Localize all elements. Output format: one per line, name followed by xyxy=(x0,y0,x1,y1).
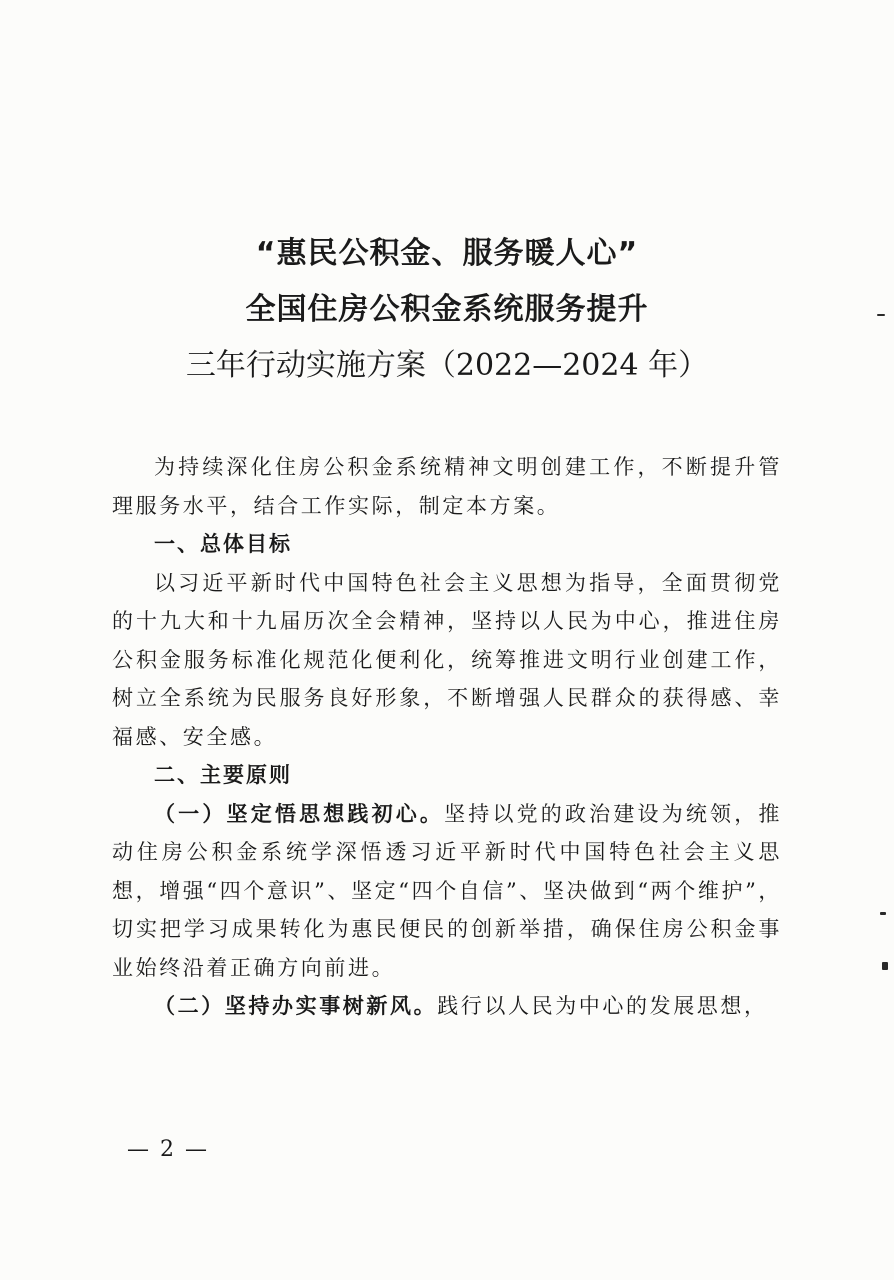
title-line-1: “惠民公积金、服务暖人心” xyxy=(255,236,639,271)
scan-mark xyxy=(877,314,885,316)
intro-paragraph: 为持续深化住房公积金系统精神文明创建工作，不断提升管理服务水平，结合工作实际，制定本方案。 xyxy=(112,455,782,518)
principle-2-lead: （二）坚持办实事树新风。 xyxy=(154,994,438,1018)
principle-2-paragraph xyxy=(112,987,782,1026)
principle-1-paragraph xyxy=(112,795,782,988)
scan-mark xyxy=(880,912,886,915)
principle-1-lead: （一）坚定悟思想践初心。 xyxy=(154,801,445,826)
document-title xyxy=(0,226,894,394)
overall-goals-paragraph: 以习近平新时代中国特色社会主义思想为指导，全面贯彻党的十九大和十九届历次全会精神，坚持以人民为中心，推进住房公积金服务标准化规范化便利化，统筹推进文明行业创建工作，树立全系统为民服务良好形象，不断增强人民群众的获得感、幸福感、安全感。 xyxy=(112,570,782,749)
title-line-3: 三年行动实施方案（2022—2024 年） xyxy=(185,348,709,383)
principle-2-text: 践行以人民为中心的发展思想， xyxy=(437,994,768,1018)
page-number: — 2 — xyxy=(127,1137,209,1162)
title-line-2: 全国住房公积金系统服务提升 xyxy=(245,292,649,327)
principle-1-text: 坚持以党的政治建设为统领，推动住房公积金系统学深悟透习近平新时代中国特色社会主义思想，增强“四个意识”、坚定“四个自信”、坚决做到“两个维护”，切实把学习成果转化为惠民便民的创新举措，确保住房公积金事业始终沿着正确方向前进。 xyxy=(112,801,783,980)
section-heading-main-principles: 二、主要原则 xyxy=(154,763,292,787)
section-heading-overall-goals: 一、总体目标 xyxy=(154,532,292,556)
document-body xyxy=(112,448,782,1026)
scan-mark xyxy=(882,962,888,970)
